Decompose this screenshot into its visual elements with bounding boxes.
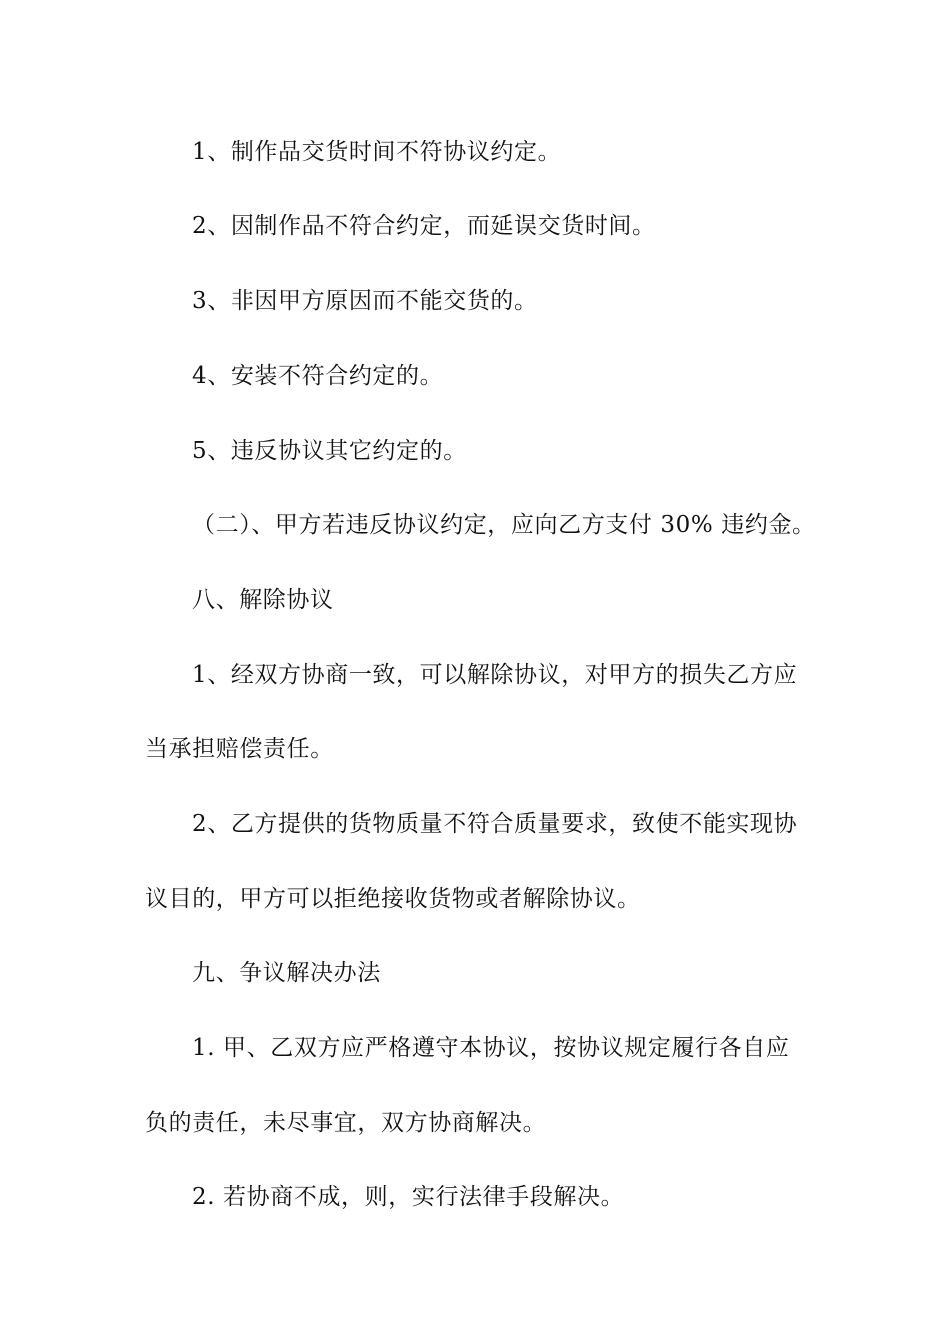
clause-continuation: 议目的，甲方可以拒绝接收货物或者解除协议。 (145, 886, 641, 912)
clause-line: 5、违反协议其它约定的。 (192, 438, 467, 464)
clause-line: 2、因制作品不符合约定，而延误交货时间。 (192, 213, 656, 239)
clause-line: 2. 若协商不成，则，实行法律手段解决。 (192, 1184, 625, 1210)
clause-line: 3、非因甲方原因而不能交货的。 (192, 288, 538, 314)
clause-line: 2、乙方提供的货物质量不符合质量要求，致使不能实现协 (192, 811, 798, 837)
clause-line: 1、制作品交货时间不符协议约定。 (192, 139, 562, 165)
clause-line: 1. 甲、乙双方应严格遵守本协议，按协议规定履行各自应 (192, 1035, 790, 1061)
clause-line: 4、安装不符合约定的。 (192, 363, 444, 389)
penalty-clause: （二）、甲方若违反协议约定，应向乙方支付 30% 违约金。 (192, 512, 816, 538)
section-heading: 九、争议解决办法 (192, 960, 381, 986)
clause-continuation: 当承担赔偿责任。 (145, 736, 334, 762)
section-heading: 八、解除协议 (192, 587, 334, 613)
clause-continuation: 负的责任，未尽事宜，双方协商解决。 (145, 1110, 547, 1136)
clause-line: 1、经双方协商一致，可以解除协议，对甲方的损失乙方应 (192, 662, 798, 688)
